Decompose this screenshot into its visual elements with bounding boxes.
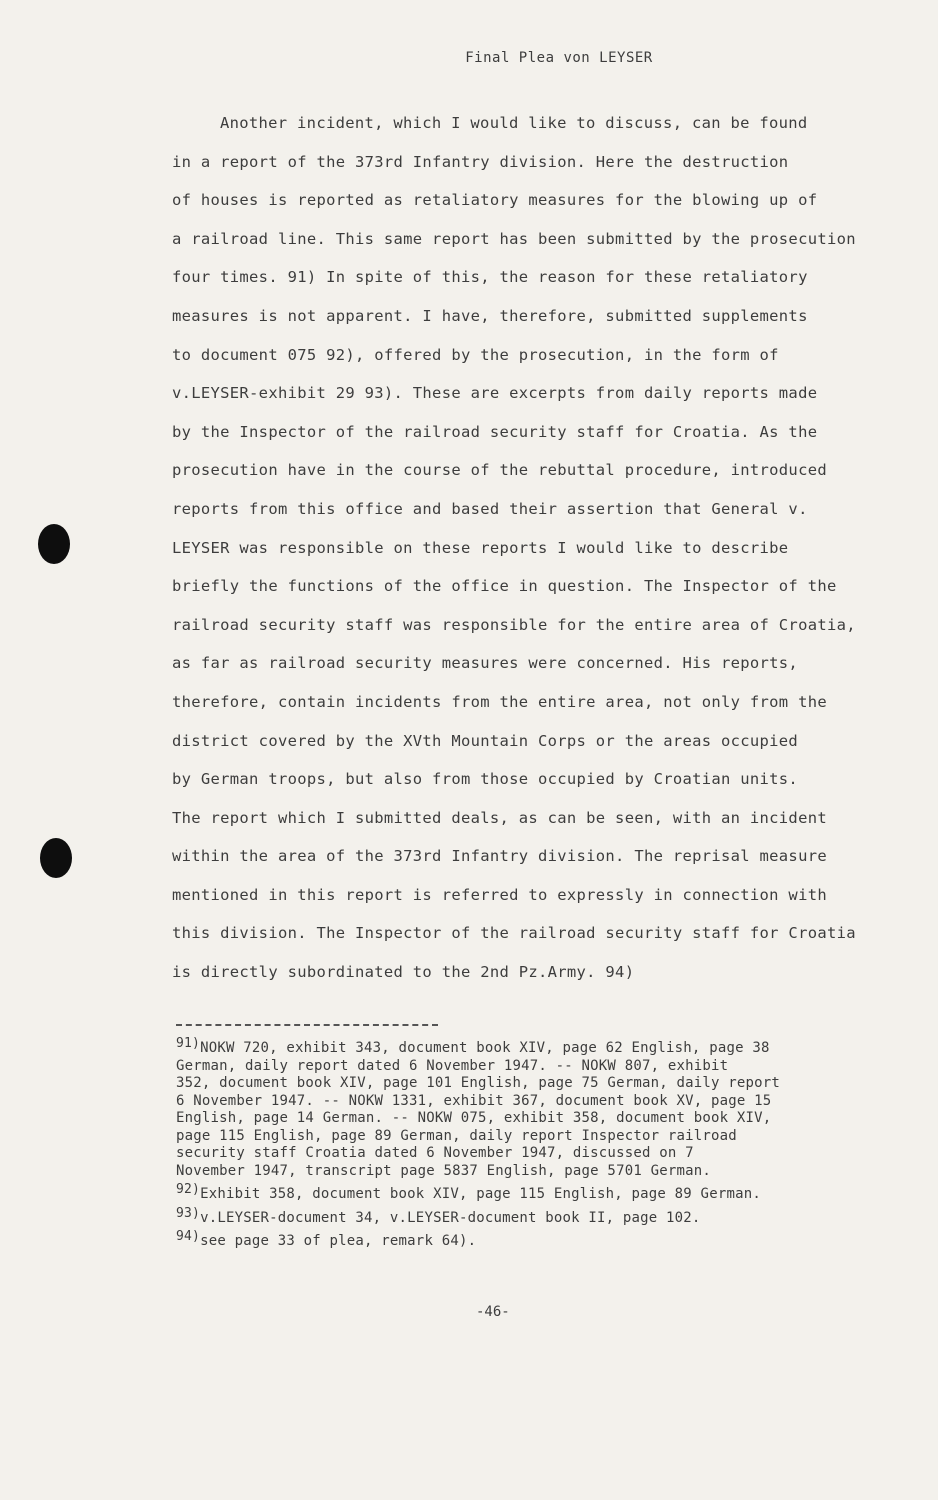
footnote-line: November 1947, transcript page 5837 English, page 5701 German. bbox=[176, 1162, 711, 1179]
footnote-line: English, page 14 German. -- NOKW 075, exhibit 358, document book XIV, bbox=[176, 1110, 772, 1126]
body-line: briefly the functions of the office in question. The Inspector of the bbox=[172, 577, 837, 596]
footnote-line: 352, document book XIV, page 101 English, page 75 German, daily report bbox=[176, 1075, 781, 1091]
body-line: measures is not apparent. I have, therefore, submitted supplements bbox=[172, 306, 808, 325]
body-line: in a report of the 373rd Infantry division. Here the destruction bbox=[172, 152, 789, 171]
footnote-92 bbox=[176, 1182, 866, 1204]
footnote-number: 93) bbox=[176, 1205, 201, 1221]
body-line: this division. The Inspector of the railroad security staff for Croatia bbox=[172, 924, 856, 943]
page-header: Final Plea von LEYSER bbox=[465, 50, 653, 66]
footnote-line: v.LEYSER-document 34, v.LEYSER-document book II, page 102. bbox=[200, 1209, 701, 1226]
body-line: as far as railroad security measures were concerned. His reports, bbox=[172, 654, 799, 673]
body-line: a railroad line. This same report has been submitted by the prosecution bbox=[172, 229, 856, 248]
footnote-number: 92) bbox=[176, 1182, 201, 1197]
body-line: to document 075 92), offered by the prosecution, in the form of bbox=[172, 345, 779, 364]
body-line: within the area of the 373rd Infantry division. The reprisal measure bbox=[172, 847, 827, 866]
body-line: Another incident, which I would like to discuss, can be found bbox=[220, 114, 808, 132]
footnote-number: 94) bbox=[176, 1229, 201, 1244]
footnote-divider bbox=[176, 1024, 438, 1026]
body-line: four times. 91) In spite of this, the reason for these retaliatory bbox=[172, 268, 808, 287]
footnote-line: Exhibit 358, document book XIV, page 115 English, page 89 German. bbox=[200, 1186, 761, 1202]
footnote-number: 91) bbox=[176, 1036, 201, 1051]
footnote-93 bbox=[176, 1205, 866, 1228]
footnote-line: 6 November 1947. -- NOKW 1331, exhibit 367, document book XV, page 15 bbox=[176, 1092, 772, 1109]
body-line: reports from this office and based their assertion that General v. bbox=[172, 499, 808, 518]
body-line: by the Inspector of the railroad security staff for Croatia. As the bbox=[172, 422, 818, 441]
body-line: v.LEYSER-exhibit 29 93). These are excerpts from daily reports made bbox=[172, 384, 818, 403]
body-line: The report which I submitted deals, as can be seen, with an incident bbox=[172, 808, 827, 827]
footnote-line: page 115 English, page 89 German, daily report Inspector railroad bbox=[176, 1127, 737, 1144]
body-line: LEYSER was responsible on these reports I would like to describe bbox=[172, 538, 789, 557]
body-line: therefore, contain incidents from the entire area, not only from the bbox=[172, 692, 827, 711]
body-line: prosecution have in the course of the rebuttal procedure, introduced bbox=[172, 461, 827, 480]
page-number: -46- bbox=[476, 1304, 510, 1320]
footnote-line: NOKW 720, exhibit 343, document book XIV, page 62 English, page 38 bbox=[200, 1040, 770, 1056]
footnote-line: security staff Croatia dated 6 November 1947, discussed on 7 bbox=[176, 1145, 694, 1161]
footnote-line: German, daily report dated 6 November 1947. -- NOKW 807, exhibit bbox=[176, 1057, 729, 1074]
punch-hole-icon bbox=[40, 838, 72, 878]
body-line: district covered by the XVth Mountain Corps or the areas occupied bbox=[172, 731, 799, 750]
footnotes bbox=[176, 1036, 866, 1257]
footnote-91 bbox=[176, 1036, 866, 1180]
body-text bbox=[172, 104, 872, 992]
punch-hole-icon bbox=[38, 524, 70, 564]
footnote-94 bbox=[176, 1229, 866, 1251]
body-line: by German troops, but also from those occupied by Croatian units. bbox=[172, 770, 799, 789]
body-line: railroad security staff was responsible for the entire area of Croatia, bbox=[172, 615, 856, 634]
footnote-line: see page 33 of plea, remark 64). bbox=[200, 1233, 477, 1249]
body-line: mentioned in this report is referred to expressly in connection with bbox=[172, 885, 827, 904]
body-line: of houses is reported as retaliatory measures for the blowing up of bbox=[172, 191, 818, 210]
body-line: is directly subordinated to the 2nd Pz.Army. 94) bbox=[172, 963, 635, 982]
